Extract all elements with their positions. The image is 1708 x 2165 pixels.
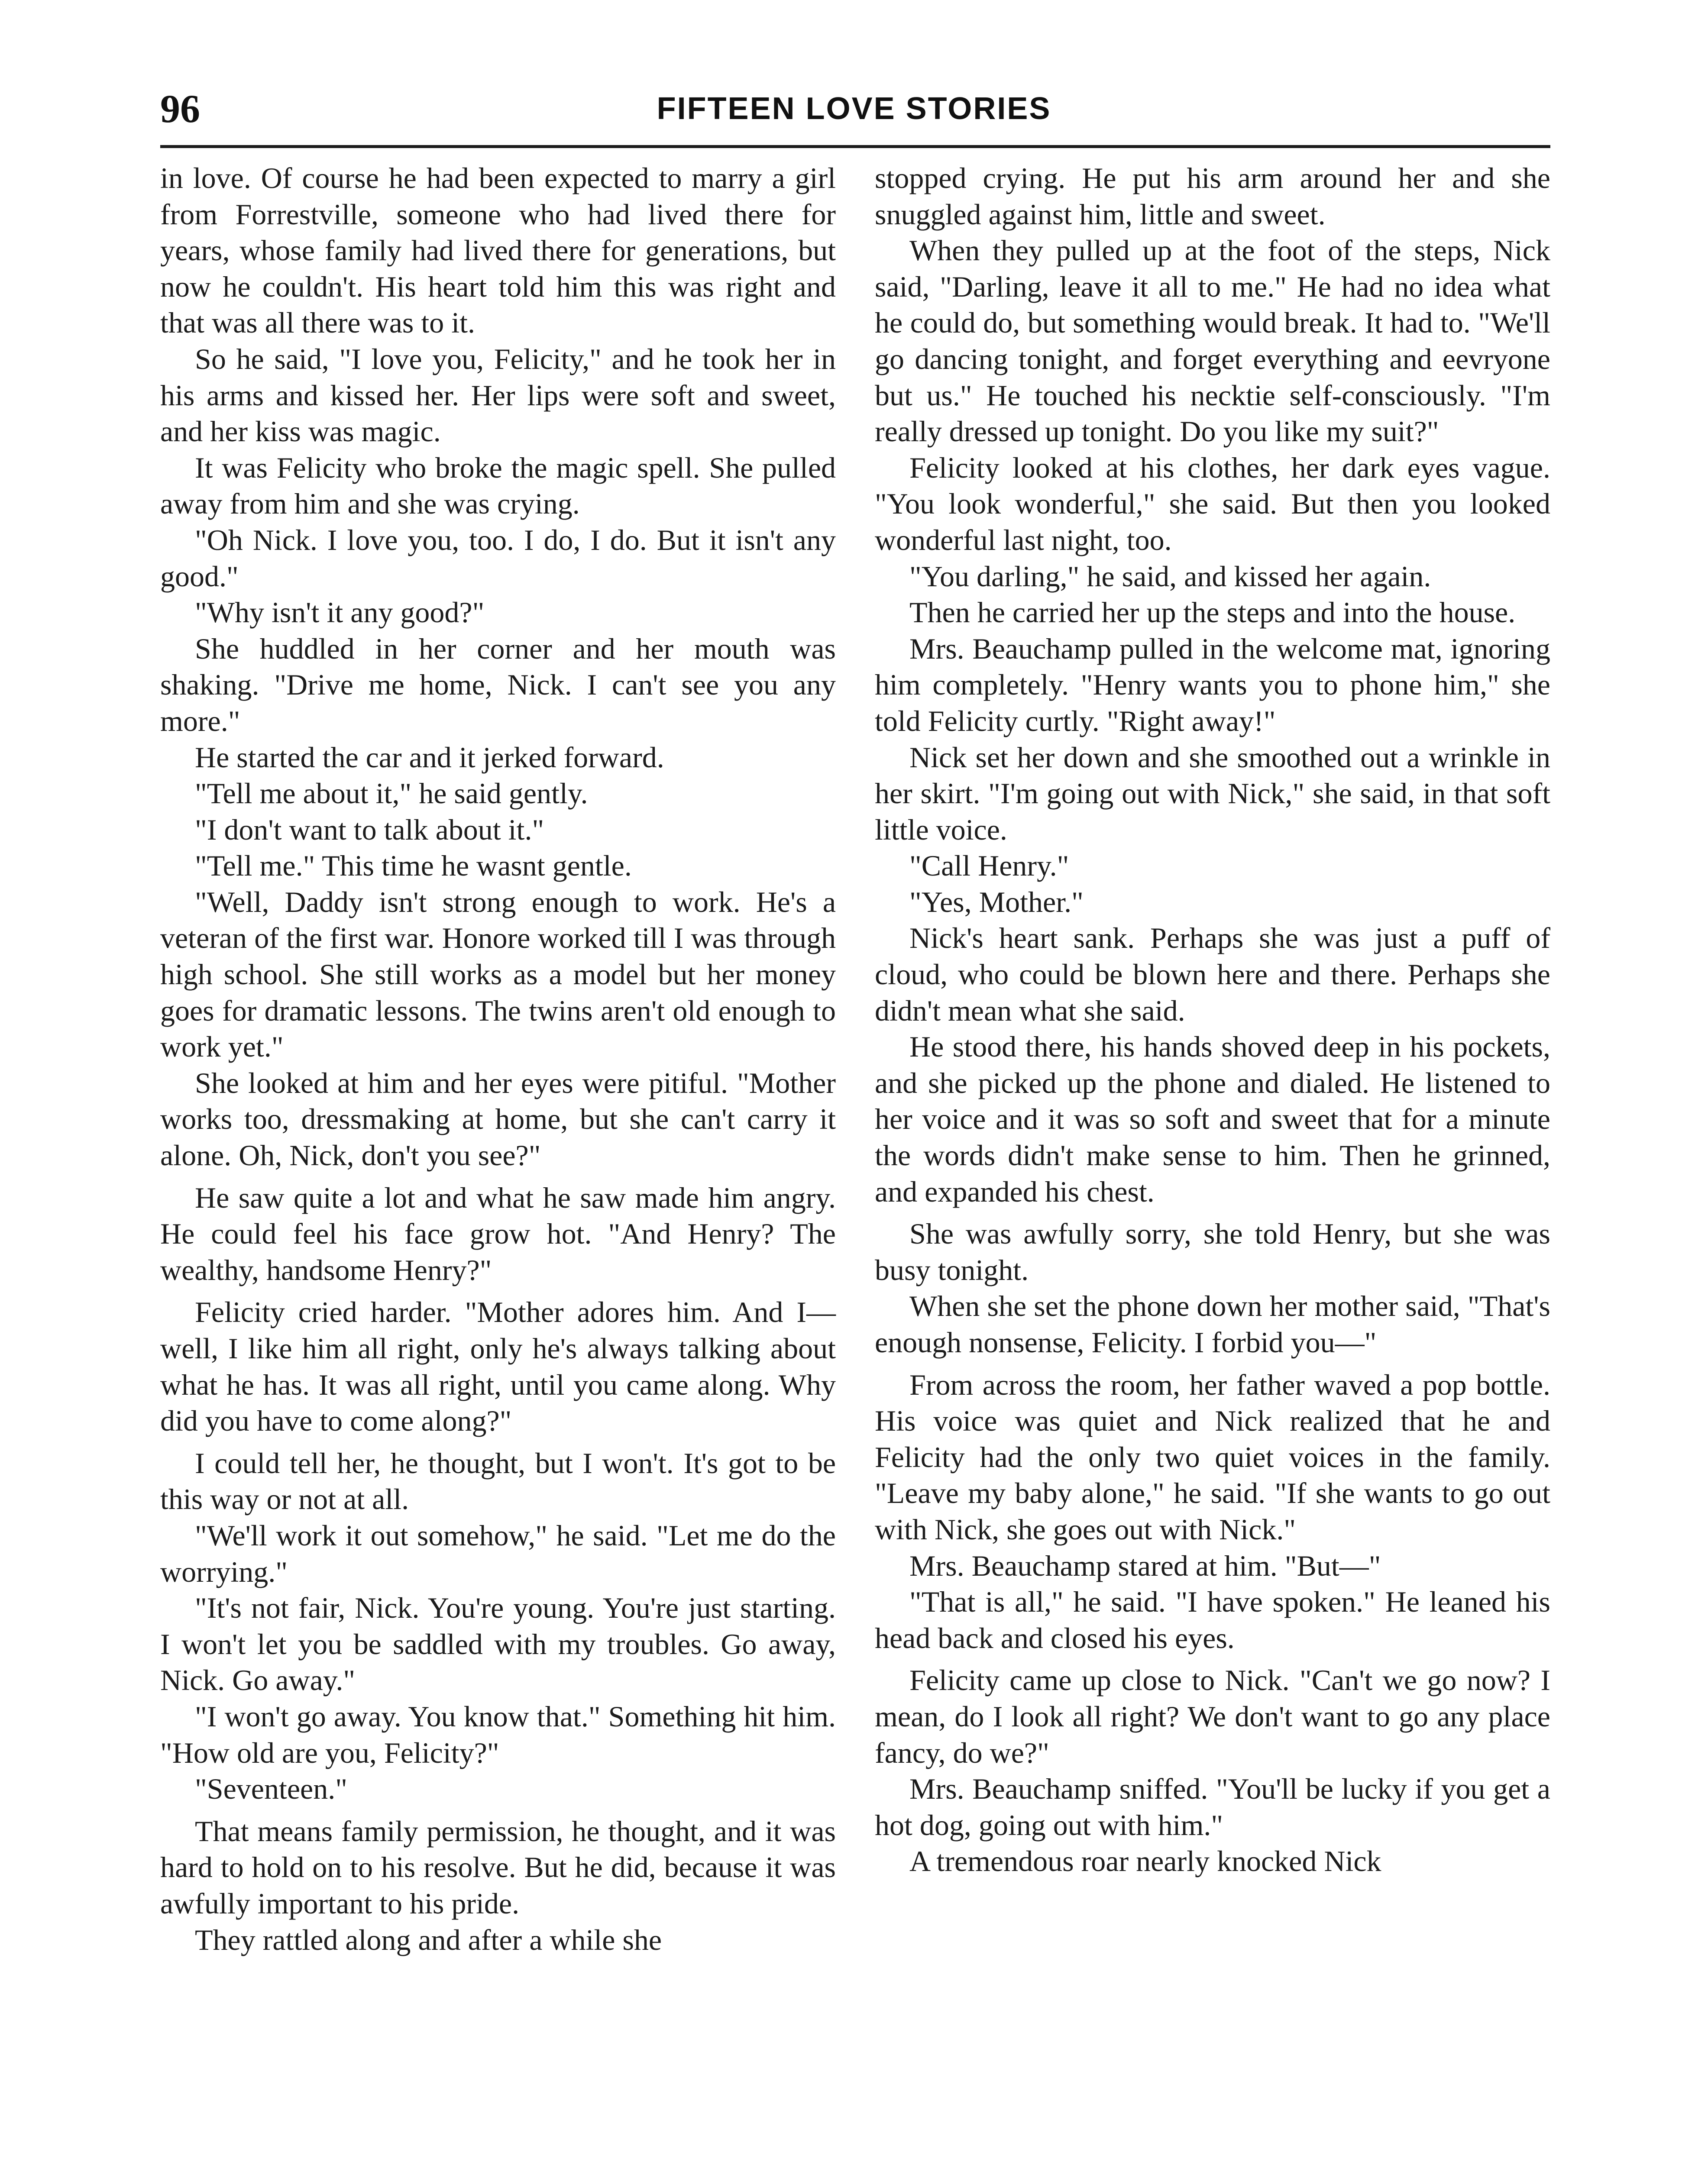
paragraph: That means family permission, he thought, and it was hard to hold on to his resolve. But he did, because it was awfully important to his pride. [160, 1814, 836, 1920]
paragraph: So he said, "I love you, Felicity," and he took her in his arms and kissed her. Her lips were soft and sweet, and her kiss was magic. [160, 342, 836, 448]
paragraph: "Tell me about it," he said gently. [195, 777, 588, 810]
paragraph: He saw quite a lot and what he saw made him angry. He could feel his face grow hot. "And Henry? The wealthy, handsome Henry?" [160, 1181, 836, 1286]
header-rule [160, 145, 1550, 148]
page-number: 96 [160, 87, 200, 131]
paragraph: It was Felicity who broke the magic spell. She pulled away from him and she was crying. [160, 451, 836, 520]
paragraph: "Why isn't it any good?" [195, 596, 485, 629]
paragraph: She huddled in her corner and her mouth was shaking. "Drive me home, Nick. I can't see you any more." [160, 632, 836, 737]
paragraph: stopped crying. He put his arm around her and she snuggled against him, little and sweet. [875, 162, 1550, 231]
paragraph: Mrs. Beauchamp pulled in the welcome mat, ignoring him completely. "Henry wants you to phone him," she told Felicity curtly. "Right away!" [875, 632, 1550, 737]
paragraph: They rattled along and after a while she [195, 1923, 662, 1956]
paragraph: Mrs. Beauchamp sniffed. "You'll be lucky if you get a hot dog, going out with him." [875, 1772, 1550, 1842]
paragraph: When they pulled up at the foot of the steps, Nick said, "Darling, leave it all to me." He had no idea what he could do, but something would break. It had to. "We'll go dancing tonight, and forget everything and eevryone but us." He touched his necktie self-consciously. "I'm really dressed up tonight. Do you like my suit?" [875, 234, 1550, 448]
paragraph: Felicity cried harder. "Mother adores him. And I—well, I like him all right, only he's always talking about what he has. It was all right, until you came along. Why did you have to come along?" [160, 1296, 836, 1438]
paragraph: He stood there, his hands shoved deep in his pockets, and she picked up the phone and dialed. He listened to her voice and it was so soft and sweet that for a minute the words didn't make sense to him. Then he grinned, and expanded his chest. [875, 1030, 1550, 1208]
paragraph: Nick's heart sank. Perhaps she was just a puff of cloud, who could be blown here and there. Perhaps she didn't mean what she said. [875, 921, 1550, 1027]
right-column [875, 160, 1550, 1880]
paragraph: "You darling," he said, and kissed her again. [909, 559, 1431, 593]
paragraph: I could tell her, he thought, but I won't. It's got to be this way or not at all. [160, 1446, 836, 1516]
paragraph: Mrs. Beauchamp stared at him. "But—" [909, 1549, 1381, 1582]
paragraph: "Seventeen." [195, 1772, 347, 1806]
paragraph: "Tell me." This time he wasnt gentle. [195, 849, 632, 882]
paragraph: He started the car and it jerked forward. [195, 740, 664, 774]
paragraph: "Call Henry." [909, 849, 1069, 882]
paragraph: "Yes, Mother." [909, 885, 1084, 918]
paragraph: A tremendous roar nearly knocked Nick [909, 1845, 1381, 1878]
left-column [160, 160, 836, 1958]
paragraph: "I don't want to talk about it." [195, 813, 544, 846]
paragraph: Felicity came up close to Nick. "Can't we go now? I mean, do I look all right? We don't want to go any place fancy, do we?" [875, 1664, 1550, 1769]
paragraph: "We'll work it out somehow," he said. "Let me do the worrying." [160, 1519, 836, 1588]
paragraph: She was awfully sorry, she told Henry, but she was busy tonight. [875, 1217, 1550, 1286]
paragraph: From across the room, her father waved a pop bottle. His voice was quiet and Nick realized that he and Felicity had the only two quiet voices in the family. "Leave my baby alone," he said. "If she wants to go out with Nick, she goes out with Nick." [875, 1368, 1550, 1546]
paragraph: "That is all," he said. "I have spoken." He leaned his head back and closed his eyes. [875, 1585, 1550, 1654]
paragraph: Then he carried her up the steps and into the house. [909, 596, 1516, 629]
paragraph: in love. Of course he had been expected to marry a girl from Forrestville, someone who had lived there for years, whose family had lived there for generations, but now he couldn't. His heart told him this was right and that was all there was to it. [160, 162, 836, 339]
running-head: FIFTEEN LOVE STORIES [657, 91, 1051, 126]
paragraph: When she set the phone down her mother said, "That's enough nonsense, Felicity. I forbid you—" [875, 1289, 1550, 1359]
paragraph: "Well, Daddy isn't strong enough to work. He's a veteran of the first war. Honore worked till I was through high school. She still works as a model but her money goes for dramatic lessons. The twins aren't old enough to work yet." [160, 885, 836, 1063]
paragraph: "It's not fair, Nick. You're young. You're just starting. I won't let you be saddled with my troubles. Go away, Nick. Go away." [160, 1591, 836, 1697]
paragraph: "I won't go away. You know that." Something hit him. "How old are you, Felicity?" [160, 1700, 836, 1769]
paragraph: Felicity looked at his clothes, her dark eyes vague. "You look wonderful," she said. But then you looked wonderful last night, too. [875, 451, 1550, 556]
paragraph: "Oh Nick. I love you, too. I do, I do. But it isn't any good." [160, 523, 836, 593]
paragraph: Nick set her down and she smoothed out a wrinkle in her skirt. "I'm going out with Nick," she said, in that soft little voice. [875, 740, 1550, 846]
paragraph: She looked at him and her eyes were pitiful. "Mother works too, dressmaking at home, but she can't carry it alone. Oh, Nick, don't you see?" [160, 1066, 836, 1172]
